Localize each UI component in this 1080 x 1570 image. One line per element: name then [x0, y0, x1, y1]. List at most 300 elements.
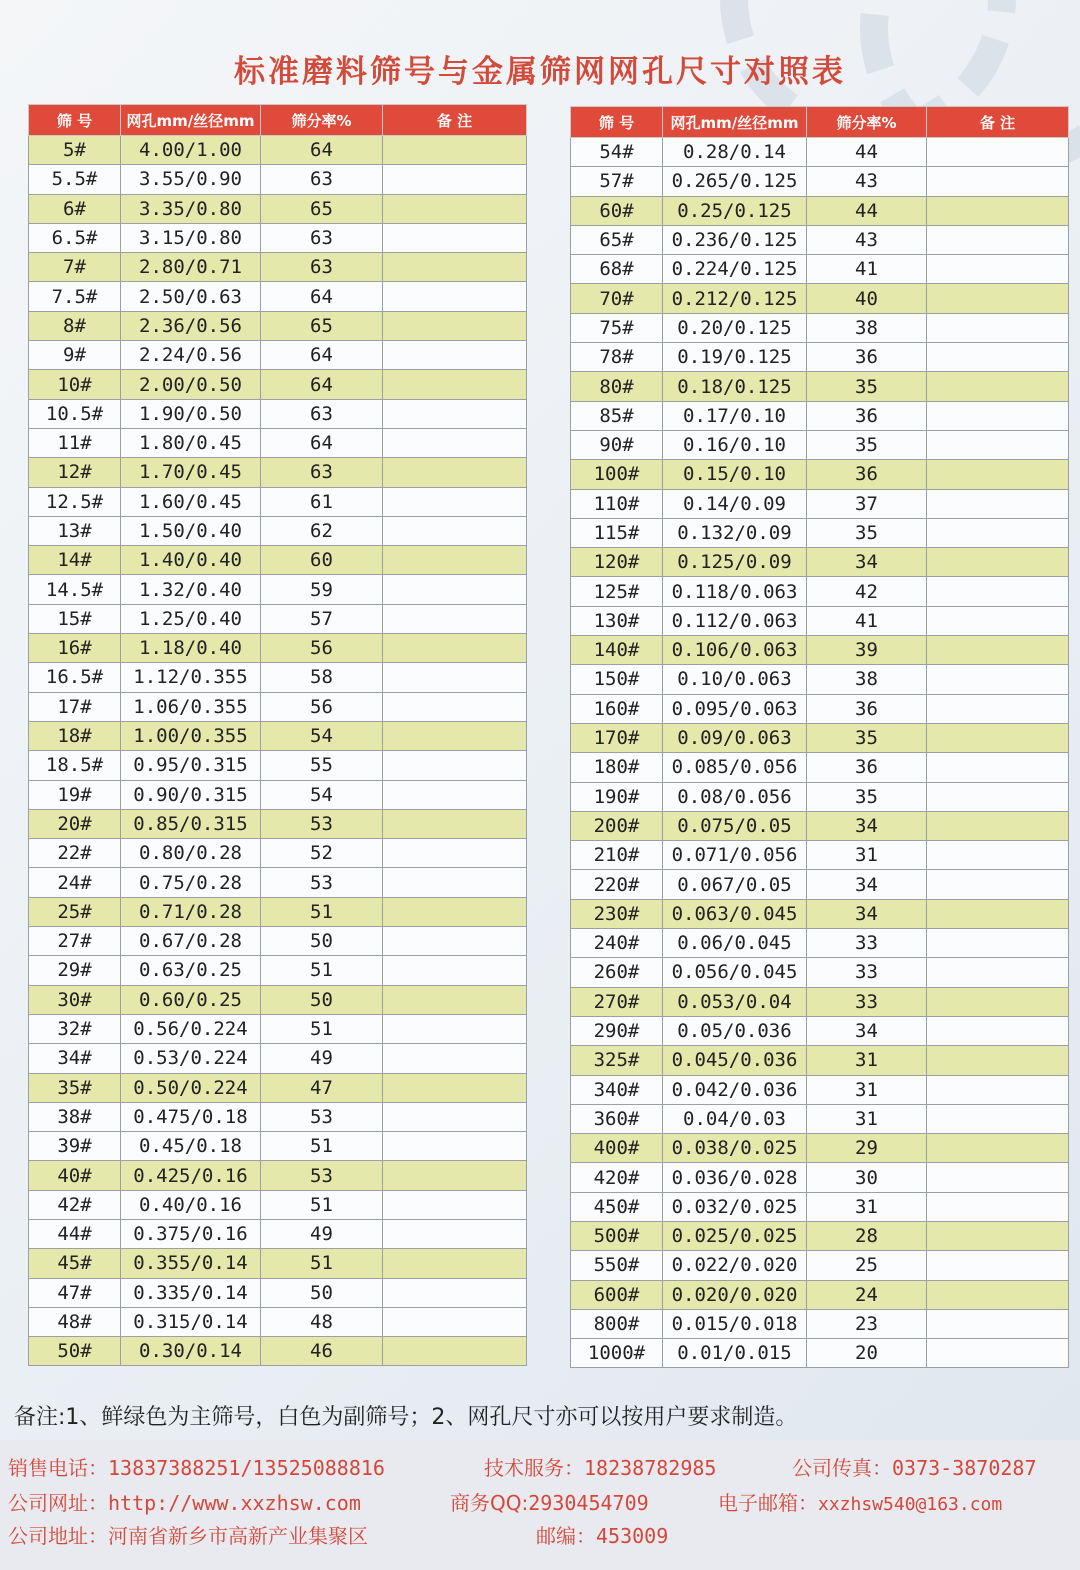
cell-pass-rate: 33 [807, 987, 927, 1016]
cell-aperture: 0.09/0.063 [663, 723, 807, 752]
table-row [29, 1044, 527, 1073]
cell-pass-rate: 51 [261, 897, 383, 926]
cell-pass-rate: 50 [261, 1278, 383, 1307]
cell-remark [927, 343, 1069, 372]
cell-pass-rate: 31 [807, 1104, 927, 1133]
cell-pass-rate: 35 [807, 430, 927, 459]
table-row [571, 489, 1069, 518]
cell-aperture: 1.70/0.45 [121, 458, 261, 487]
cell-pass-rate: 35 [807, 782, 927, 811]
cell-aperture: 0.04/0.03 [663, 1104, 807, 1133]
cell-mesh: 16.5# [29, 663, 121, 692]
email-value[interactable]: xxzhsw540@163.com [818, 1494, 1003, 1515]
cell-aperture: 0.067/0.05 [663, 870, 807, 899]
cell-pass-rate: 61 [261, 487, 383, 516]
cell-remark [927, 518, 1069, 547]
cell-pass-rate: 41 [807, 606, 927, 635]
tech-service-value: 18238782985 [584, 1456, 717, 1480]
cell-pass-rate: 31 [807, 1046, 927, 1075]
cell-mesh: 10.5# [29, 399, 121, 428]
cell-remark [927, 225, 1069, 254]
cell-pass-rate: 50 [261, 927, 383, 956]
cell-remark [927, 255, 1069, 284]
header-pass-rate: 筛分率% [807, 107, 927, 138]
cell-mesh: 7.5# [29, 282, 121, 311]
table-row [571, 1221, 1069, 1250]
header-aperture: 网孔mm/丝径mm [121, 105, 261, 136]
cell-mesh: 17# [29, 692, 121, 721]
cell-mesh: 125# [571, 577, 663, 606]
cell-mesh: 30# [29, 985, 121, 1014]
cell-pass-rate: 51 [261, 956, 383, 985]
table-row [571, 1163, 1069, 1192]
table-row [29, 458, 527, 487]
cell-remark [927, 138, 1069, 167]
cell-remark [927, 782, 1069, 811]
cell-pass-rate: 23 [807, 1309, 927, 1338]
cell-aperture: 0.30/0.14 [121, 1337, 261, 1366]
table-row [571, 1134, 1069, 1163]
cell-pass-rate: 46 [261, 1337, 383, 1366]
cell-pass-rate: 34 [807, 1016, 927, 1045]
cell-aperture: 0.15/0.10 [663, 460, 807, 489]
cell-remark [927, 665, 1069, 694]
table-row [571, 694, 1069, 723]
cell-aperture: 0.01/0.015 [663, 1339, 807, 1368]
cell-aperture: 0.125/0.09 [663, 548, 807, 577]
table-row [571, 225, 1069, 254]
cell-aperture: 2.80/0.71 [121, 253, 261, 282]
cell-mesh: 220# [571, 870, 663, 899]
company-website-value[interactable]: http://www.xxzhsw.com [108, 1491, 361, 1515]
cell-aperture: 0.118/0.063 [663, 577, 807, 606]
table-row [29, 1014, 527, 1043]
table-row [571, 753, 1069, 782]
table-row [571, 899, 1069, 928]
table-row [571, 723, 1069, 752]
table-row [29, 487, 527, 516]
table-row [571, 958, 1069, 987]
cell-mesh: 120# [571, 548, 663, 577]
cell-remark [927, 694, 1069, 723]
cell-aperture: 0.63/0.25 [121, 956, 261, 985]
cell-mesh: 6.5# [29, 223, 121, 252]
cell-aperture: 0.042/0.036 [663, 1075, 807, 1104]
cell-mesh: 65# [571, 225, 663, 254]
cell-aperture: 0.08/0.056 [663, 782, 807, 811]
cell-mesh: 75# [571, 313, 663, 342]
cell-aperture: 0.85/0.315 [121, 809, 261, 838]
table-row [571, 1192, 1069, 1221]
cell-remark [383, 370, 527, 399]
table-row [571, 1280, 1069, 1309]
cell-pass-rate: 35 [807, 372, 927, 401]
cell-aperture: 2.00/0.50 [121, 370, 261, 399]
cell-mesh: 5.5# [29, 165, 121, 194]
table-row [29, 604, 527, 633]
cell-mesh: 19# [29, 780, 121, 809]
cell-mesh: 110# [571, 489, 663, 518]
cell-remark [927, 372, 1069, 401]
cell-mesh: 60# [571, 196, 663, 225]
cell-aperture: 0.045/0.036 [663, 1046, 807, 1075]
table-row [571, 1075, 1069, 1104]
cell-pass-rate: 64 [261, 282, 383, 311]
cell-remark [383, 751, 527, 780]
cell-aperture: 0.095/0.063 [663, 694, 807, 723]
postcode-label: 邮编： [536, 1524, 596, 1548]
cell-remark [383, 282, 527, 311]
cell-mesh: 39# [29, 1132, 121, 1161]
cell-mesh: 14.5# [29, 575, 121, 604]
cell-mesh: 140# [571, 636, 663, 665]
cell-remark [383, 692, 527, 721]
company-address [8, 1520, 368, 1549]
cell-mesh: 10# [29, 370, 121, 399]
table-row [571, 929, 1069, 958]
cell-aperture: 0.036/0.028 [663, 1163, 807, 1192]
cell-aperture: 0.20/0.125 [663, 313, 807, 342]
cell-aperture: 0.038/0.025 [663, 1134, 807, 1163]
cell-remark [383, 223, 527, 252]
cell-pass-rate: 33 [807, 958, 927, 987]
cell-remark [383, 956, 527, 985]
cell-remark [383, 1044, 527, 1073]
cell-remark [383, 428, 527, 457]
business-qq-value: 2930454709 [528, 1491, 649, 1515]
cell-remark [927, 841, 1069, 870]
cell-mesh: 200# [571, 811, 663, 840]
table-row [29, 428, 527, 457]
cell-mesh: 130# [571, 606, 663, 635]
cell-pass-rate: 28 [807, 1221, 927, 1250]
table-row [29, 194, 527, 223]
cell-remark [927, 811, 1069, 840]
cell-remark [927, 1309, 1069, 1338]
cell-aperture: 0.28/0.14 [663, 138, 807, 167]
cell-mesh: 12# [29, 458, 121, 487]
cell-pass-rate: 36 [807, 343, 927, 372]
cell-remark [927, 1339, 1069, 1368]
cell-remark [383, 194, 527, 223]
table-row [29, 1278, 527, 1307]
table-row [29, 341, 527, 370]
cell-mesh: 150# [571, 665, 663, 694]
cell-mesh: 7# [29, 253, 121, 282]
header-remark: 备 注 [383, 105, 527, 136]
cell-remark [383, 1249, 527, 1278]
table-row [571, 870, 1069, 899]
cell-mesh: 11# [29, 428, 121, 457]
cell-remark [383, 1073, 527, 1102]
table-row [29, 311, 527, 340]
cell-pass-rate: 64 [261, 136, 383, 165]
cell-mesh: 190# [571, 782, 663, 811]
cell-pass-rate: 53 [261, 1102, 383, 1131]
cell-remark [383, 663, 527, 692]
cell-mesh: 100# [571, 460, 663, 489]
cell-aperture: 4.00/1.00 [121, 136, 261, 165]
table-header-row [571, 107, 1069, 138]
table-row [571, 518, 1069, 547]
sieve-table-right [570, 106, 1069, 1368]
cell-aperture: 1.32/0.40 [121, 575, 261, 604]
cell-pass-rate: 30 [807, 1163, 927, 1192]
cell-pass-rate: 48 [261, 1307, 383, 1336]
table-row [571, 606, 1069, 635]
cell-remark [927, 1134, 1069, 1163]
table-row [29, 897, 527, 926]
cell-aperture: 0.075/0.05 [663, 811, 807, 840]
cell-pass-rate: 53 [261, 1161, 383, 1190]
cell-aperture: 0.265/0.125 [663, 167, 807, 196]
cell-remark [383, 1219, 527, 1248]
cell-remark [927, 1075, 1069, 1104]
table-row [571, 1104, 1069, 1133]
table-row [571, 987, 1069, 1016]
table-row [29, 634, 527, 663]
table-row [29, 809, 527, 838]
cell-remark [927, 958, 1069, 987]
cell-remark [927, 1280, 1069, 1309]
cell-aperture: 1.12/0.355 [121, 663, 261, 692]
cell-remark [383, 516, 527, 545]
table-row [571, 1251, 1069, 1280]
table-row [29, 751, 527, 780]
cell-mesh: 340# [571, 1075, 663, 1104]
table-header-row [29, 105, 527, 136]
cell-mesh: 57# [571, 167, 663, 196]
cell-pass-rate: 56 [261, 634, 383, 663]
cell-remark [927, 1104, 1069, 1133]
cell-aperture: 0.112/0.063 [663, 606, 807, 635]
cell-aperture: 0.75/0.28 [121, 868, 261, 897]
cell-mesh: 50# [29, 1337, 121, 1366]
cell-aperture: 0.106/0.063 [663, 636, 807, 665]
cell-remark [927, 899, 1069, 928]
cell-pass-rate: 38 [807, 665, 927, 694]
company-address-label: 公司地址： [8, 1524, 108, 1548]
cell-pass-rate: 24 [807, 1280, 927, 1309]
cell-pass-rate: 51 [261, 1132, 383, 1161]
cell-pass-rate: 51 [261, 1014, 383, 1043]
cell-aperture: 0.132/0.09 [663, 518, 807, 547]
cell-aperture: 0.085/0.056 [663, 753, 807, 782]
cell-mesh: 44# [29, 1219, 121, 1248]
table-row [29, 253, 527, 282]
cell-pass-rate: 54 [261, 721, 383, 750]
cell-pass-rate: 36 [807, 401, 927, 430]
cell-mesh: 80# [571, 372, 663, 401]
cell-pass-rate: 43 [807, 225, 927, 254]
cell-mesh: 210# [571, 841, 663, 870]
cell-mesh: 78# [571, 343, 663, 372]
cell-aperture: 0.025/0.025 [663, 1221, 807, 1250]
cell-remark [927, 723, 1069, 752]
cell-pass-rate: 34 [807, 548, 927, 577]
sieve-table-left [28, 104, 527, 1366]
cell-pass-rate: 33 [807, 929, 927, 958]
cell-remark [927, 1251, 1069, 1280]
cell-aperture: 0.67/0.28 [121, 927, 261, 956]
cell-mesh: 85# [571, 401, 663, 430]
cell-aperture: 0.40/0.16 [121, 1190, 261, 1219]
cell-mesh: 40# [29, 1161, 121, 1190]
cell-mesh: 45# [29, 1249, 121, 1278]
cell-mesh: 500# [571, 1221, 663, 1250]
email-label: 电子邮箱： [718, 1491, 818, 1515]
cell-mesh: 5# [29, 136, 121, 165]
cell-pass-rate: 40 [807, 284, 927, 313]
table-row [29, 370, 527, 399]
cell-mesh: 25# [29, 897, 121, 926]
cell-pass-rate: 39 [807, 636, 927, 665]
table-row [29, 780, 527, 809]
cell-pass-rate: 43 [807, 167, 927, 196]
cell-aperture: 3.35/0.80 [121, 194, 261, 223]
cell-aperture: 0.56/0.224 [121, 1014, 261, 1043]
cell-aperture: 0.224/0.125 [663, 255, 807, 284]
cell-aperture: 2.36/0.56 [121, 311, 261, 340]
cell-aperture: 0.05/0.036 [663, 1016, 807, 1045]
cell-aperture: 0.053/0.04 [663, 987, 807, 1016]
cell-mesh: 24# [29, 868, 121, 897]
table-row [571, 343, 1069, 372]
cell-pass-rate: 34 [807, 870, 927, 899]
cell-pass-rate: 36 [807, 460, 927, 489]
cell-pass-rate: 38 [807, 313, 927, 342]
table-row [29, 1307, 527, 1336]
table-row [29, 956, 527, 985]
cell-aperture: 0.50/0.224 [121, 1073, 261, 1102]
cell-remark [383, 399, 527, 428]
cell-pass-rate: 25 [807, 1251, 927, 1280]
cell-aperture: 0.71/0.28 [121, 897, 261, 926]
table-row [29, 1073, 527, 1102]
table-row [29, 165, 527, 194]
table-row [29, 1132, 527, 1161]
sales-phone [8, 1452, 385, 1481]
cell-mesh: 1000# [571, 1339, 663, 1368]
company-address-value: 河南省新乡市高新产业集聚区 [108, 1524, 368, 1548]
table-row [571, 841, 1069, 870]
cell-remark [383, 136, 527, 165]
cell-remark [927, 606, 1069, 635]
cell-aperture: 0.063/0.045 [663, 899, 807, 928]
postcode [536, 1520, 668, 1549]
cell-aperture: 1.60/0.45 [121, 487, 261, 516]
cell-pass-rate: 37 [807, 489, 927, 518]
cell-aperture: 0.18/0.125 [663, 372, 807, 401]
cell-pass-rate: 35 [807, 723, 927, 752]
cell-pass-rate: 62 [261, 516, 383, 545]
page-title: 标准磨料筛号与金属筛网网孔尺寸对照表 [234, 54, 846, 90]
tech-service-label: 技术服务： [484, 1456, 584, 1480]
cell-pass-rate: 58 [261, 663, 383, 692]
cell-remark [383, 458, 527, 487]
cell-mesh: 70# [571, 284, 663, 313]
cell-pass-rate: 63 [261, 458, 383, 487]
cell-mesh: 12.5# [29, 487, 121, 516]
table-row [29, 546, 527, 575]
table-row [571, 782, 1069, 811]
cell-remark [927, 1016, 1069, 1045]
cell-pass-rate: 42 [807, 577, 927, 606]
sales-phone-value: 13837388251/13525088816 [108, 1456, 385, 1480]
cell-remark [927, 1221, 1069, 1250]
cell-mesh: 42# [29, 1190, 121, 1219]
cell-pass-rate: 63 [261, 165, 383, 194]
cell-remark [927, 1192, 1069, 1221]
cell-mesh: 115# [571, 518, 663, 547]
cell-mesh: 18# [29, 721, 121, 750]
table-row [29, 927, 527, 956]
cell-mesh: 16# [29, 634, 121, 663]
header-mesh: 筛 号 [571, 107, 663, 138]
cell-pass-rate: 50 [261, 985, 383, 1014]
cell-remark [383, 487, 527, 516]
cell-aperture: 0.071/0.056 [663, 841, 807, 870]
cell-mesh: 18.5# [29, 751, 121, 780]
cell-pass-rate: 44 [807, 196, 927, 225]
cell-aperture: 1.90/0.50 [121, 399, 261, 428]
cell-remark [927, 1046, 1069, 1075]
table-row [29, 282, 527, 311]
cell-remark [927, 870, 1069, 899]
cell-pass-rate: 31 [807, 1075, 927, 1104]
cell-aperture: 0.06/0.045 [663, 929, 807, 958]
cell-mesh: 22# [29, 839, 121, 868]
cell-remark [383, 253, 527, 282]
cell-aperture: 0.53/0.224 [121, 1044, 261, 1073]
cell-aperture: 0.80/0.28 [121, 839, 261, 868]
cell-mesh: 800# [571, 1309, 663, 1338]
cell-pass-rate: 52 [261, 839, 383, 868]
cell-mesh: 8# [29, 311, 121, 340]
cell-aperture: 0.375/0.16 [121, 1219, 261, 1248]
cell-aperture: 0.020/0.020 [663, 1280, 807, 1309]
table-row [571, 372, 1069, 401]
table-row [571, 167, 1069, 196]
table-row [29, 1337, 527, 1366]
cell-remark [383, 1014, 527, 1043]
cell-remark [383, 165, 527, 194]
cell-remark [927, 167, 1069, 196]
cell-pass-rate: 63 [261, 399, 383, 428]
cell-aperture: 1.18/0.40 [121, 634, 261, 663]
cell-pass-rate: 65 [261, 194, 383, 223]
cell-remark [383, 721, 527, 750]
table-row [29, 1219, 527, 1248]
cell-pass-rate: 29 [807, 1134, 927, 1163]
business-qq-label: 商务QQ: [450, 1491, 529, 1515]
cell-aperture: 2.24/0.56 [121, 341, 261, 370]
cell-remark [927, 987, 1069, 1016]
cell-pass-rate: 64 [261, 341, 383, 370]
table-row [571, 138, 1069, 167]
cell-remark [927, 1163, 1069, 1192]
cell-aperture: 0.355/0.14 [121, 1249, 261, 1278]
cell-mesh: 48# [29, 1307, 121, 1336]
company-fax [792, 1452, 1037, 1481]
table-row [571, 1016, 1069, 1045]
cell-remark [927, 196, 1069, 225]
cell-mesh: 290# [571, 1016, 663, 1045]
cell-mesh: 54# [571, 138, 663, 167]
table-row [29, 1102, 527, 1131]
footnote: 备注:1、鲜绿色为主筛号，白色为副筛号；2、网孔尺寸亦可以按用户要求制造。 [14, 1405, 798, 1430]
cell-mesh: 325# [571, 1046, 663, 1075]
